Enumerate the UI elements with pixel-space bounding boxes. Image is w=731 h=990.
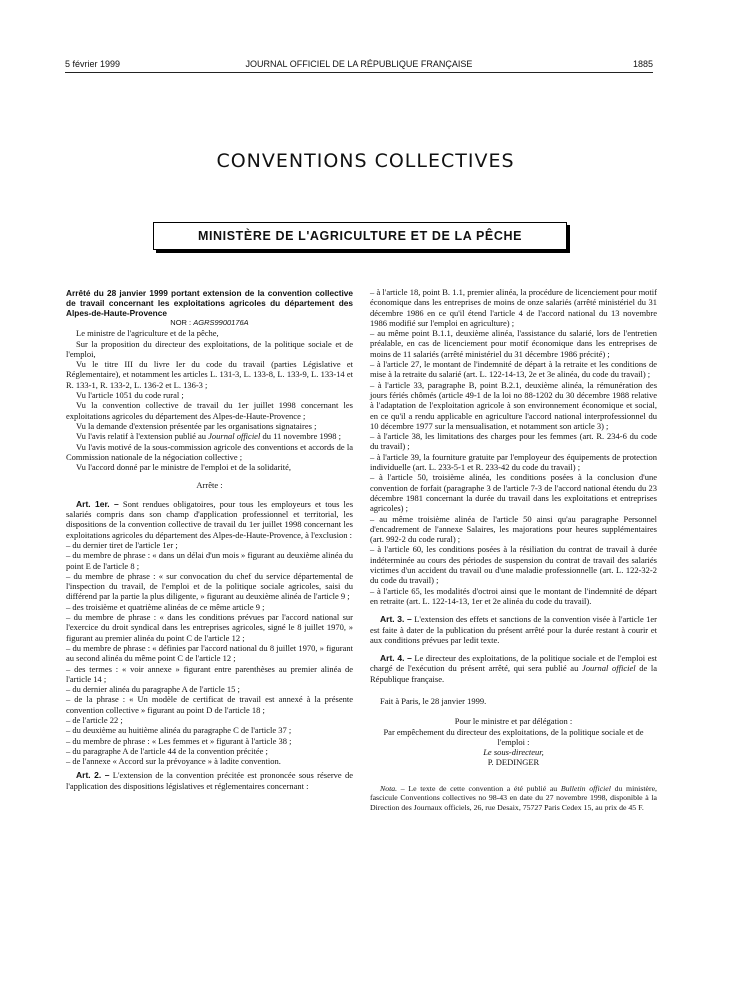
paragraph-text: Vu l'avis relatif à l'extension publié au [76,431,207,442]
list-item: – à l'article 65, les modalités d'octroi ainsi que le montant de l'indemnité de départ en retraite (art. L. 122-14-13, 1er et 2e alinéa du code du travail). [370,585,657,606]
signatory-name: P. DEDINGER [487,757,540,768]
list-item: – des troisième et quatrième alinéas de ce même article 9 ; [66,601,265,612]
list-item: – du deuxième au huitième alinéa du paragraphe C de l'article 37 ; [66,725,292,736]
article-text: Le directeur des exploitations, de la politique sociale et de l'emploi est chargé de l'exécution du présent arrêté, qui sera publié au [370,653,658,674]
list-item: – à l'article 27, le montant de l'indemnité de départ à la retraite et les conditions de mise à la retraite du salarié (art. L. 122-14-13, 2e et 3e alinéa, du code du travail) ; [370,359,657,380]
article-2 [66,770,353,791]
article-label: Art. 2. – [76,770,110,781]
left-column [66,288,353,791]
nota-label: Nota. – [380,783,405,793]
list-item: – du dernier tiret de l'article 1er ; [66,539,178,550]
list-item: – du membre de phrase : « sur convocation du chef du service départemental de l'inspection du travail, de l'emploi et de la politique sociale agricoles, saisi du différend par la partie la plus diligente, » figurant au deuxième alinéa de l'article 9 ; [66,570,353,602]
section-title: CONVENTIONS COLLECTIVES [216,150,515,172]
list-item: – de l'annexe « Accord sur la prévoyance » à ladite convention. [66,756,281,767]
article-1 [66,499,353,540]
article-text: Sont rendues obligatoires, pour tous les employeurs et tous les salariés compris dans son champ d'application professionnel et territorial, les dispositions de la convention collective de travail du 1er juillet 1998 concernant les exploitations agricoles du département des Alpes-de-Haute-Provence, à l'exclusion : [66,498,353,540]
ministry-title: MINISTÈRE DE L'AGRICULTURE ET DE LA PÊCHE [197,229,523,243]
paragraph: Le ministre de l'agriculture et de la pêche, [76,328,219,339]
nor-reference [66,318,353,328]
nor-value: AGRS9900176A [193,318,249,327]
nota-text: Le texte de cette convention a été publié au [408,783,558,793]
list-item: – du membre de phrase : « définies par l'accord national du 8 juillet 1970, » figurant au second alinéa du même point C de l'article 12 ; [66,642,353,664]
list-item: – à l'article 60, les conditions posées à la résiliation du contrat de travail à durée indéterminée au cours des périodes de suspension du contrat de travail des salariés victimes d'un accident du travail ou d'une maladie professionnelle (art. L. 122-32-2 du code du travail) ; [370,544,657,586]
list-item: – à l'article 39, la fourniture gratuite par l'employeur des équipements de protection individuelle (art. L. 233-5-1 et R. 233-42 du code du travail) ; [370,451,657,473]
article-label: Art. 4. – [380,653,412,664]
signature-line: Pour le ministre et par délégation : [454,716,573,727]
header-journal: JOURNAL OFFICIEL DE LA RÉPUBLIQUE FRANÇAISE [245,59,473,69]
paragraph: Vu la demande d'extension présentée par les organisations signataires ; [76,420,317,431]
list-item: – à l'article 18, point B. 1.1, premier alinéa, la procédure de licenciement pour motif économique dans les entreprises de moins de onze salariés (arrêté ministériel du 31 décembre 1986 en ce qu'il étend l'article 4 de l'accord national du 13 novembre 1986 modifié sur l'emploi en agriculture) ; [370,287,657,328]
list-item: – du membre de phrase : « dans un délai d'un mois » figurant au deuxième alinéa du point E de l'article 8 ; [66,550,353,571]
list-item: – au même point B.1.1, deuxième alinéa, l'assistance du salarié, lors de l'entretien préalable, en cas de licenciement pour motif économique dans les entreprises de moins de 11 salariés (arrêté ministériel du 31 décembre 1986 précité) ; [370,328,657,359]
list-item: – du dernier alinéa du paragraphe A de l'article 15 ; [66,684,240,695]
article-text: L'extension de la convention précitée est prononcée sous réserve de l'application des dispositions législatives et réglementaires concernant : [66,770,353,791]
paragraph: Vu l'avis motivé de la sous-commission agricole des conventions et accords de la Commission nationale de la négociation collective ; [66,441,353,462]
list-item: – des termes : « voir annexe » figurant entre parenthèses au premier alinéa de l'article 14 ; [66,663,353,684]
list-item: – du membre de phrase : « dans les conditions prévues par l'accord national sur l'exercice du droit syndical dans les entreprises agricoles, signé le 8 juillet 1970, » figurant au premier alinéa du point C de l'article 12 ; [66,612,353,643]
arrete-heading: Arrête : [196,480,223,491]
journal-officiel-ref: Journal officiel [581,663,636,674]
list-item: – de l'article 22 ; [66,714,123,725]
list-item: – de la phrase : « Un modèle de certificat de travail est annexé à la présente convention collective » figurant au point D de l'article 18 ; [66,694,353,715]
article-label: Art. 3. – [380,614,412,625]
article-text: L'extension des effets et sanctions de la convention visée à l'article 1er est faite à dater de la publication du présent arrêté pour la durée restant à courir et aux conditions prévues par ledit texte. [370,614,658,645]
signature-date: Fait à Paris, le 28 janvier 1999. [380,695,487,706]
bulletin-officiel-ref: Bulletin officiel [560,783,611,793]
journal-officiel-ref: Journal officiel [208,431,261,442]
ministry-box [153,222,567,250]
article-4 [370,653,657,684]
paragraph-text: du 11 novembre 1998 ; [262,431,341,442]
paragraph: Vu l'accord donné par le ministre de l'emploi et de la solidarité, [76,462,291,473]
paragraph: Vu la convention collective de travail du 1er juillet 1998 concernant les exploitations agricoles du département des Alpes-de-Haute-Provence ; [66,400,353,421]
signature-title: Le sous-directeur, [483,747,544,758]
signature-line: Par empêchement du directeur des exploitations, de la politique sociale et de l'emploi : [383,726,644,747]
paragraph: Sur la proposition du directeur des exploitations, de la politique sociale et de l'emploi, [66,338,353,359]
header-date: 5 février 1999 [65,59,121,69]
paragraph [66,431,353,441]
paragraph: Vu le titre III du livre Ier du code du travail (parties Législative et Réglementaire), et notamment les articles L. 131-3, L. 133-8, L. 133-9, L. 133-14 et R. 133-1, R. 133-2, L. 136-2 et L. 136-3 ; [66,359,353,390]
list-item: – du paragraphe A de l'article 44 de la convention précitée ; [66,745,268,756]
list-item: – au même troisième alinéa de l'article 50 ainsi qu'au paragraphe Personnel d'encadrement de l'annexe Salaires, les majorations pour heures supplémentaires (art. 992-2 du code rural) ; [370,513,657,545]
nota-text: du ministère, fascicule Conventions collectives no 98-43 en date du 27 novembre 1998, disponible à la Direction des Journaux officiels, 26, rue Desaix, 75727 Paris Cedex 15, au prix de 45 F. [370,783,657,812]
header-page-number: 1885 [632,59,653,69]
decree-title: Arrêté du 28 janvier 1999 portant extension de la convention collective de travail concernant les exploitations agricoles du département des Alpes-de-Haute-Provence [66,288,353,318]
list-item: – à l'article 50, troisième alinéa, les conditions posées à la conclusion d'une convention de forfait (paragraphe 3 de l'article 7-3 de l'accord national étendu du 23 décembre 1981 concernant la durée du travail dans les exploitations et entreprises agricoles) ; [370,472,657,514]
article-text: de la République française. [370,663,658,684]
page-header [65,59,653,73]
header-rule [65,72,653,73]
paragraph: Vu l'article 1051 du code rural ; [76,390,184,401]
list-item: – du membre de phrase : « Les femmes et » figurant à l'article 38 ; [66,735,292,746]
nor-label: NOR : [170,318,192,327]
article-3 [370,614,657,645]
list-item: – à l'article 38, les limitations des charges pour les femmes (art. R. 234-6 du code du travail) ; [370,431,657,452]
right-column [370,287,657,812]
nota [370,784,657,813]
list-item: – à l'article 33, paragraphe B, point B.2.1, deuxième alinéa, la rémunération des jours fériés chômés (article 49-1 de la loi no 88-1202 du 30 décembre 1988 relative à l'adaptation de l'exploitation agricole à son environnement économique et social, en ce qu'il a rendu applicable en agriculture l'accord national interprofessionnel du 10 décembre 1977 sur la mensualisation, et notamment son article 3) ; [370,379,657,431]
article-label: Art. 1er. – [76,498,119,509]
